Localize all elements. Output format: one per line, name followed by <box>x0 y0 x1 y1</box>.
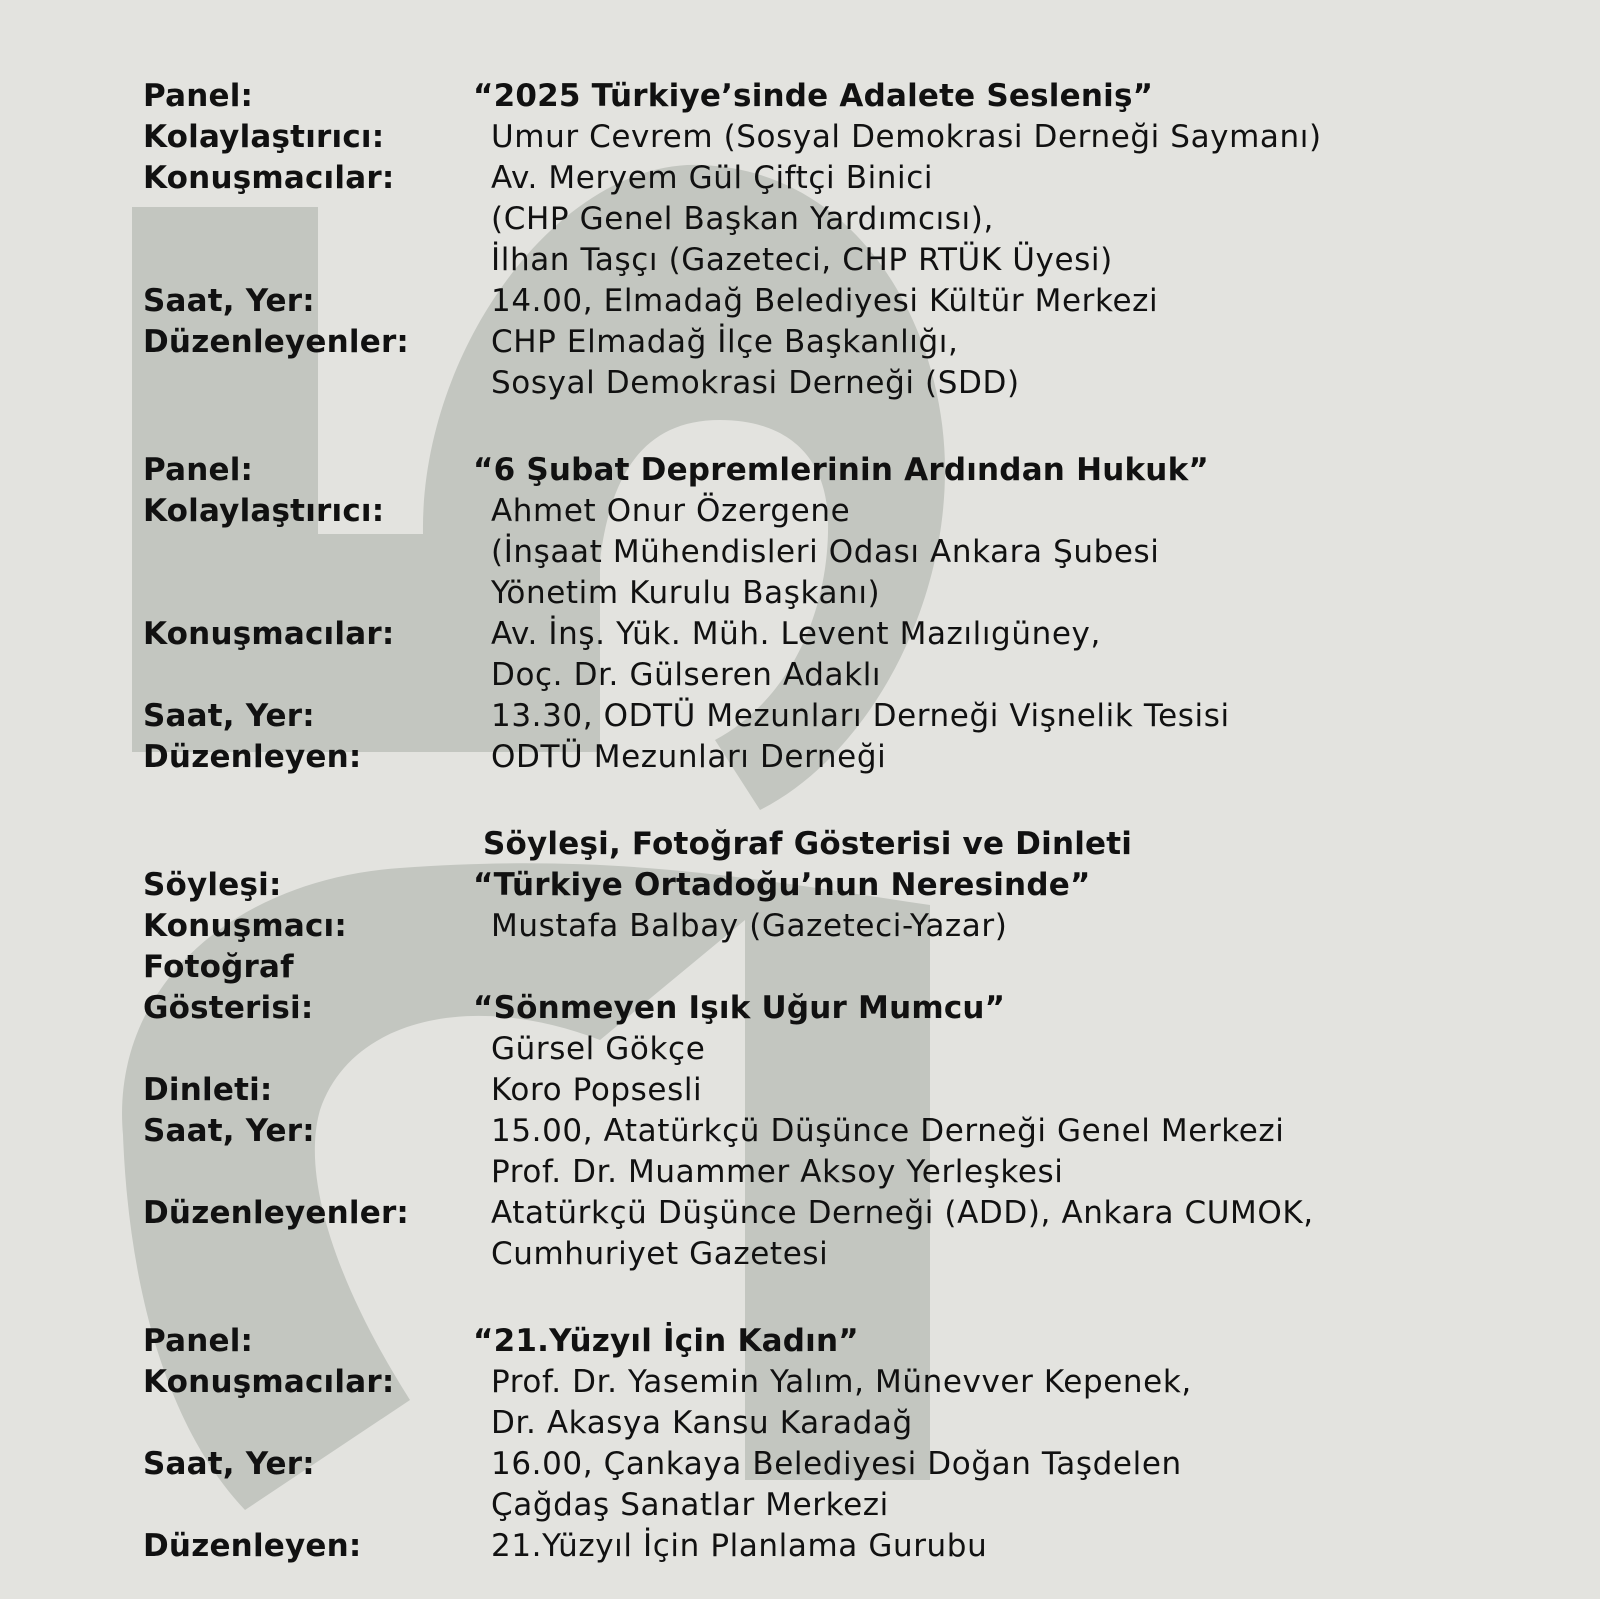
event-3-row-time-place-cont <box>0 1152 1600 1193</box>
event-3-row-time-place <box>0 1111 1600 1152</box>
event-4-time-place-value: 16.00, Çankaya Belediyesi Doğan Taşdelen <box>491 1446 1182 1482</box>
event-2-row-facilitator-cont-2 <box>0 573 1600 614</box>
event-4-panel-title: “21.Yüzyıl İçin Kadın” <box>473 1323 859 1359</box>
event-3-speaker-label: Konuşmacı: <box>143 908 347 944</box>
event-3-photo-show-title: “Sönmeyen Işık Uğur Mumcu” <box>473 990 1006 1026</box>
event-1-row-organizers-cont <box>0 363 1600 404</box>
event-2-facilitator-value-cont: (İnşaat Mühendisleri Odası Ankara Şubesi <box>491 534 1160 570</box>
event-3-organizers-value: Atatürkçü Düşünce Derneği (ADD), Ankara CUMOK, <box>491 1195 1314 1231</box>
event-4-panel-label: Panel: <box>143 1323 254 1359</box>
event-4-speakers-label: Konuşmacılar: <box>143 1364 395 1400</box>
event-3-organizers-value-cont: Cumhuriyet Gazetesi <box>491 1236 829 1272</box>
event-2-panel-title: “6 Şubat Depremlerinin Ardından Hukuk” <box>473 452 1209 488</box>
event-1-row-facilitator <box>0 117 1600 158</box>
event-1-facilitator-value: Umur Cevrem (Sosyal Demokrasi Derneği Saymanı) <box>491 119 1322 155</box>
event-2-panel-label: Panel: <box>143 452 254 488</box>
event-3-concert-label: Dinleti: <box>143 1072 273 1108</box>
event-2-organizer-label: Düzenleyen: <box>143 739 362 775</box>
event-1-speakers-value: Av. Meryem Gül Çiftçi Binici <box>491 160 934 196</box>
event-4-organizer-label: Düzenleyen: <box>143 1528 362 1564</box>
event-1-organizers-value: CHP Elmadağ İlçe Başkanlığı, <box>491 324 959 360</box>
event-3-row-organizers <box>0 1193 1600 1234</box>
event-3-photo-label: Fotoğraf <box>143 949 294 985</box>
event-4-speakers-value: Prof. Dr. Yasemin Yalım, Münevver Kepenek, <box>491 1364 1192 1400</box>
event-1-speakers-label: Konuşmacılar: <box>143 160 395 196</box>
event-2-row-facilitator-cont-1 <box>0 532 1600 573</box>
event-2-row-time-place <box>0 696 1600 737</box>
event-3-photographer-value: Gürsel Gökçe <box>491 1031 706 1067</box>
event-2-facilitator-value: Ahmet Onur Özergene <box>491 493 851 529</box>
event-3-row-concert <box>0 1070 1600 1111</box>
event-3-row-photo-label-1 <box>0 947 1600 988</box>
event-1-organizers-value-cont: Sosyal Demokrasi Derneği (SDD) <box>491 365 1020 401</box>
event-4-row-time-place-cont <box>0 1485 1600 1526</box>
event-2-organizer-value: ODTÜ Mezunları Derneği <box>491 739 887 775</box>
event-4-time-place-label: Saat, Yer: <box>143 1446 315 1482</box>
event-1-row-speakers-cont-2 <box>0 240 1600 281</box>
event-3-time-place-value-cont: Prof. Dr. Muammer Aksoy Yerleşkesi <box>491 1154 1064 1190</box>
event-1-row-time-place <box>0 281 1600 322</box>
event-1-panel-label: Panel: <box>143 78 254 114</box>
event-1-speakers-value-cont: (CHP Genel Başkan Yardımcısı), <box>491 201 994 237</box>
event-4-row-speakers <box>0 1362 1600 1403</box>
event-2-facilitator-label: Kolaylaştırıcı: <box>143 493 385 529</box>
event-1-row-panel <box>0 76 1600 117</box>
event-2-speakers-label: Konuşmacılar: <box>143 616 395 652</box>
event-4-row-organizer <box>0 1526 1600 1567</box>
event-3-heading: Söyleşi, Fotoğraf Gösterisi ve Dinleti <box>483 826 1133 862</box>
event-2-speakers-value: Av. İnş. Yük. Müh. Levent Mazılıgüney, <box>491 616 1101 652</box>
event-4-row-time-place <box>0 1444 1600 1485</box>
event-1-facilitator-label: Kolaylaştırıcı: <box>143 119 385 155</box>
event-3-row-talk <box>0 865 1600 906</box>
event-2-row-speakers <box>0 614 1600 655</box>
event-2-time-place-label: Saat, Yer: <box>143 698 315 734</box>
event-1-row-speakers <box>0 158 1600 199</box>
event-3-row-photo-show <box>0 988 1600 1029</box>
event-1-speakers-value-cont: İlhan Taşçı (Gazeteci, CHP RTÜK Üyesi) <box>491 242 1113 278</box>
event-4-speakers-value-cont: Dr. Akasya Kansu Karadağ <box>491 1405 913 1441</box>
event-4-row-speakers-cont <box>0 1403 1600 1444</box>
event-1-panel-title: “2025 Türkiye’sinde Adalete Sesleniş” <box>473 78 1154 114</box>
event-3-talk-label: Söyleşi: <box>143 867 282 903</box>
event-2-row-speakers-cont <box>0 655 1600 696</box>
event-3-photo-label-cont: Gösterisi: <box>143 990 314 1026</box>
event-1-organizers-label: Düzenleyenler: <box>143 324 410 360</box>
event-2-row-facilitator <box>0 491 1600 532</box>
event-2-speakers-value-cont: Doç. Dr. Gülseren Adaklı <box>491 657 882 693</box>
event-1-time-place-value: 14.00, Elmadağ Belediyesi Kültür Merkezi <box>491 283 1159 319</box>
event-2-row-organizer <box>0 737 1600 778</box>
event-2-time-place-value: 13.30, ODTÜ Mezunları Derneği Vişnelik Tesisi <box>491 698 1230 734</box>
event-3-concert-value: Koro Popsesli <box>491 1072 703 1108</box>
event-2-row-panel <box>0 450 1600 491</box>
event-4-row-panel <box>0 1321 1600 1362</box>
event-3-time-place-value: 15.00, Atatürkçü Düşünce Derneği Genel Merkezi <box>491 1113 1285 1149</box>
event-1-time-place-label: Saat, Yer: <box>143 283 315 319</box>
event-4-organizer-value: 21.Yüzyıl İçin Planlama Gurubu <box>491 1528 988 1564</box>
event-3-talk-title: “Türkiye Ortadoğu’nun Neresinde” <box>473 867 1091 903</box>
event-1-row-organizers <box>0 322 1600 363</box>
event-2-facilitator-value-cont: Yönetim Kurulu Başkanı) <box>491 575 881 611</box>
event-3-speaker-value: Mustafa Balbay (Gazeteci-Yazar) <box>491 908 1008 944</box>
event-3-row-photographer <box>0 1029 1600 1070</box>
event-3-organizers-label: Düzenleyenler: <box>143 1195 410 1231</box>
event-3-row-organizers-cont <box>0 1234 1600 1275</box>
event-3-row-heading <box>0 824 1600 865</box>
event-3-row-speaker <box>0 906 1600 947</box>
event-4-time-place-value-cont: Çağdaş Sanatlar Merkezi <box>491 1487 889 1523</box>
event-1-row-speakers-cont-1 <box>0 199 1600 240</box>
event-3-time-place-label: Saat, Yer: <box>143 1113 315 1149</box>
